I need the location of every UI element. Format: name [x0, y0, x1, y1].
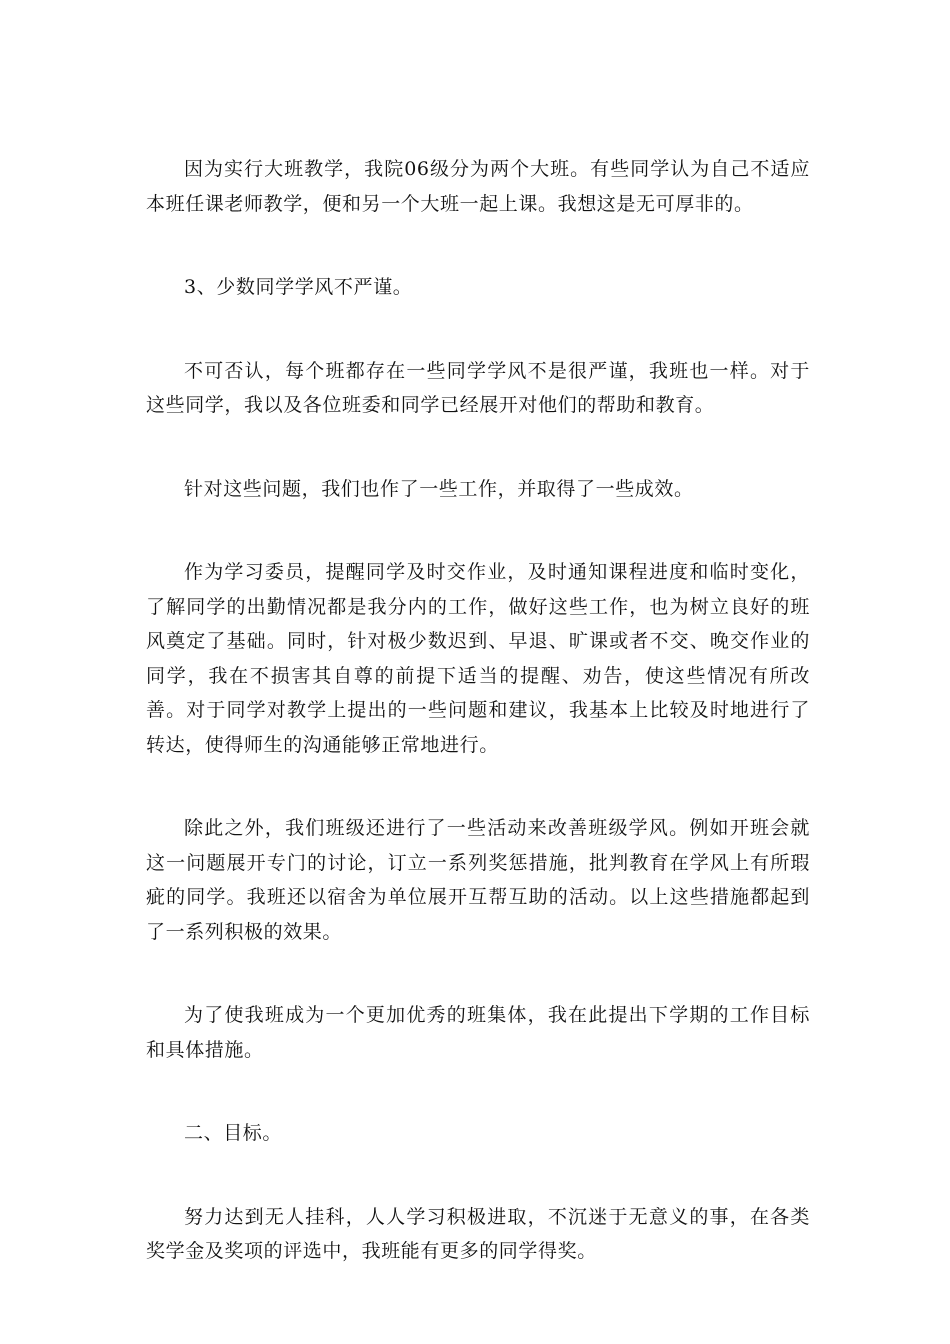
- paragraph-next-term-intro: 为了使我班成为一个更加优秀的班集体，我在此提出下学期的工作目标和具体措施。: [146, 1004, 810, 1061]
- paragraph-goals: 努力达到无人挂科，人人学习积极进取，不沉迷于无意义的事，在各类奖学金及奖项的评选中，我班能有更多的同学得奖。: [146, 1205, 810, 1262]
- paragraph-study-committee: 作为学习委员，提醒同学及时交作业，及时通知课程进度和临时变化，了解同学的出勤情况都是我分内的工作，做好这些工作，也为树立良好的班风奠定了基础。同时，针对极少数迟到、早退、旷课或者不交、晚交作业的同学，我在不损害其自尊的前提下适当的提醒、劝告，使这些情况有所改善。对于同学对教学上提出的一些问题和建议，我基本上比较及时地进行了转达，使得师生的沟通能够正常地进行。: [146, 561, 810, 756]
- paragraph-heading-goals: 二、目标。: [184, 1122, 283, 1144]
- paragraph-work-done: 针对这些问题，我们也作了一些工作，并取得了一些成效。: [184, 477, 694, 500]
- paragraph-undeniable: 不可否认，每个班都存在一些同学学风不是很严谨，我班也一样。对于这些同学，我以及各位班委和同学已经展开对他们的帮助和教育。: [146, 359, 810, 416]
- paragraph-class-activities: 除此之外，我们班级还进行了一些活动来改善班级学风。例如开班会就这一问题展开专门的讨论，订立一系列奖惩措施，批判教育在学风上有所瑕疵的同学。我班还以宿舍为单位展开互帮互助的活动。以上这些措施都起到了一系列积极的效果。: [146, 817, 810, 943]
- document-body: [146, 152, 810, 1318]
- paragraph-heading-study-style: 3、少数同学学风不严谨。: [184, 276, 413, 298]
- paragraph-large-class-teaching: 因为实行大班教学，我院06级分为两个大班。有些同学认为自己不适应本班任课老师教学，便和另一个大班一起上课。我想这是无可厚非的。: [146, 158, 810, 215]
